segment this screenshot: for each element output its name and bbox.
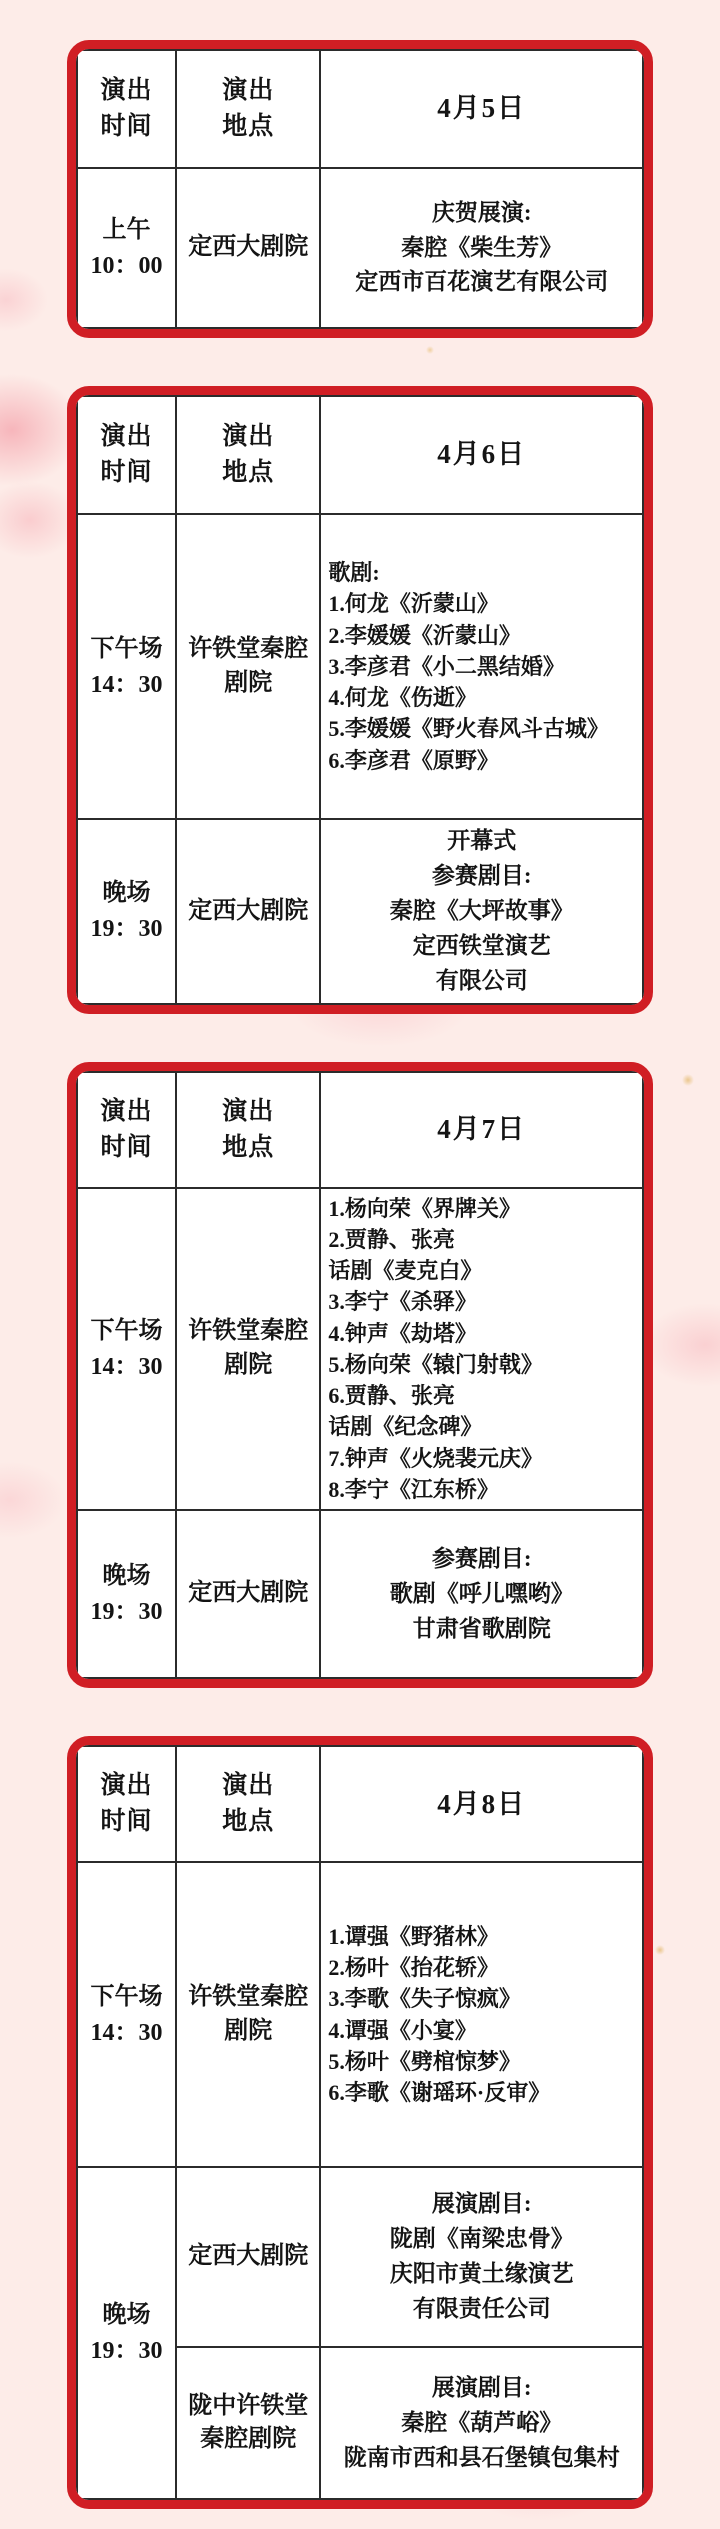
time-cell: [77, 1188, 176, 1510]
time-cell-line: 14：30: [90, 671, 163, 698]
col-header-time-line: 时间: [100, 1808, 153, 1836]
schedule-tables: [0, 40, 720, 2509]
program-cell-line: 参赛剧目:: [431, 862, 532, 888]
program-cell: [320, 168, 643, 328]
time-cell-line: 10：00: [90, 253, 163, 279]
col-header-time-line: 演出: [100, 1771, 153, 1799]
program-cell-line: 4.钟声《劫塔》: [328, 1320, 477, 1346]
venue-cell-line: 定西大剧院: [188, 2243, 309, 2270]
time-cell: [77, 168, 176, 328]
schedule-row: [77, 1188, 643, 1510]
program-cell: [320, 514, 643, 819]
program-cell-line: 2.杨叶《抬花轿》: [328, 1955, 499, 1981]
program-cell-line: 秦腔《葫芦峪》: [401, 2409, 563, 2435]
program-cell: [320, 1510, 643, 1678]
time-cell-line: 19：30: [90, 2338, 163, 2365]
program-cell-line: 2.贾静、张亮: [328, 1227, 455, 1252]
venue-cell-line: 许铁堂秦腔: [188, 1318, 309, 1345]
schedule-table: [76, 1745, 644, 2500]
program-cell-line: 庆阳市黄土缘演艺: [389, 2261, 574, 2287]
schedule-row: [77, 168, 643, 328]
time-cell: [77, 819, 176, 1004]
program-cell-line: 话剧《纪念碑》: [328, 1414, 483, 1440]
venue-cell-line: 许铁堂秦腔: [188, 635, 309, 662]
time-cell-line: 14：30: [90, 1353, 163, 1380]
program-cell-line: 6.贾静、张亮: [328, 1383, 455, 1409]
program-cell-line: 展演剧目:: [431, 2191, 532, 2217]
venue-cell-line: 剧院: [224, 2017, 273, 2044]
date-header-line: 4月6日: [437, 439, 527, 470]
program-cell-line: 有限责任公司: [412, 2296, 551, 2322]
venue-cell-line: 定西大剧院: [188, 234, 309, 261]
col-header-time: [77, 1072, 176, 1188]
program-cell-line: 定西铁堂演艺: [412, 932, 551, 958]
schedule-table: [76, 1071, 644, 1679]
time-cell-line: 下午场: [90, 1983, 163, 2010]
program-cell-line: 庆贺展演:: [431, 199, 532, 225]
date-header: [320, 1072, 643, 1188]
col-header-venue: [176, 50, 320, 168]
col-header-venue: [176, 1746, 320, 1862]
date-header: [320, 1746, 643, 1862]
header-row: [77, 1072, 643, 1188]
program-cell-line: 3.李歌《失子惊疯》: [328, 1986, 521, 2012]
col-header-time-line: 演出: [100, 76, 153, 104]
time-cell-line: 19：30: [90, 1599, 163, 1626]
program-cell-line: 6.李彦君《原野》: [328, 747, 499, 773]
col-header-venue-line: 演出: [222, 422, 275, 450]
program-cell-line: 4.谭强《小宴》: [328, 2017, 477, 2043]
time-cell-line: 晚场: [102, 880, 151, 907]
program-cell-line: 1.何龙《沂蒙山》: [328, 591, 499, 617]
date-header-line: 4月5日: [437, 93, 527, 124]
venue-cell: [176, 514, 320, 819]
venue-cell-line: 秦腔剧院: [200, 2426, 297, 2453]
program-cell-line: 3.李彦君《小二黑结婚》: [328, 653, 565, 679]
venue-cell-line: 剧院: [224, 1351, 273, 1378]
col-header-time-line: 时间: [100, 459, 153, 486]
program-cell-line: 话剧《麦克白》: [328, 1258, 483, 1284]
program-cell-line: 1.杨向荣《界牌关》: [328, 1195, 521, 1221]
col-header-venue-line: 地点: [222, 1133, 275, 1161]
col-header-venue-line: 演出: [222, 1771, 275, 1799]
col-header-time-line: 演出: [100, 1097, 153, 1125]
program-cell-line: 7.钟声《火烧裴元庆》: [328, 1445, 543, 1471]
schedule-row: [77, 2167, 643, 2347]
program-cell-line: 秦腔《柴生芳》: [401, 234, 563, 260]
col-header-time-line: 演出: [100, 422, 153, 450]
date-header: [320, 50, 643, 168]
program-cell-line: 歌剧《呼儿嘿哟》: [389, 1580, 574, 1606]
col-header-venue-line: 地点: [222, 459, 275, 486]
program-cell-line: 秦腔《大坪故事》: [389, 897, 574, 923]
program-cell-line: 有限公司: [435, 967, 528, 993]
program-cell: [320, 819, 643, 1004]
program-cell-line: 陇南市西和县石堡镇包集村: [343, 2444, 620, 2470]
venue-cell-line: 剧院: [224, 669, 273, 696]
venue-cell-line: 定西大剧院: [188, 1580, 309, 1607]
venue-cell: [176, 1510, 320, 1678]
time-cell-line: 14：30: [90, 2019, 163, 2046]
program-cell-line: 5.杨向荣《辕门射戟》: [328, 1351, 543, 1377]
program-cell: [320, 1862, 643, 2167]
program-cell-line: 5.杨叶《劈棺惊梦》: [328, 2048, 521, 2074]
time-cell-line: 下午场: [90, 1317, 163, 1344]
venue-cell-line: 陇中许铁堂: [188, 2392, 309, 2419]
program-cell: [320, 2167, 643, 2347]
program-cell: [320, 2347, 643, 2499]
program-cell-line: 3.李宁《杀驿》: [328, 1289, 477, 1315]
date-header: [320, 396, 643, 514]
schedule-card-4: [67, 1736, 653, 2509]
program-cell-line: 6.李歌《谢瑶环·反审》: [328, 2080, 551, 2106]
time-cell-line: 下午场: [90, 635, 163, 662]
time-cell: [77, 1862, 176, 2167]
col-header-venue-line: 演出: [222, 76, 275, 104]
venue-cell: [176, 168, 320, 328]
venue-cell: [176, 2347, 320, 2499]
schedule-table: [76, 49, 644, 329]
schedule-card-3: [67, 1062, 653, 1688]
col-header-venue-line: 演出: [222, 1097, 275, 1125]
col-header-venue-line: 地点: [222, 113, 275, 140]
program-cell-line: 甘肃省歌剧院: [412, 1615, 551, 1641]
schedule-row: [77, 1510, 643, 1678]
program-cell-line: 4.何龙《伤逝》: [328, 685, 477, 711]
time-cell: [77, 1510, 176, 1678]
header-row: [77, 50, 643, 168]
header-row: [77, 396, 643, 514]
program-cell-line: 2.李媛媛《沂蒙山》: [328, 622, 521, 648]
schedule-card-2: [67, 386, 653, 1014]
time-cell-line: 晚场: [102, 2302, 151, 2329]
program-cell-line: 8.李宁《江东桥》: [328, 1476, 499, 1502]
time-cell: [77, 2167, 176, 2499]
program-cell-line: 1.谭强《野猪林》: [328, 1923, 499, 1949]
program-cell-line: 定西市百花演艺有限公司: [355, 269, 609, 295]
col-header-time: [77, 50, 176, 168]
time-cell-line: 19：30: [90, 916, 163, 943]
program-cell-line: 陇剧《南梁忠骨》: [389, 2226, 574, 2252]
program-cell-line: 5.李媛媛《野火春风斗古城》: [328, 716, 609, 742]
time-cell-line: 上午: [102, 217, 151, 243]
header-row: [77, 1746, 643, 1862]
col-header-venue: [176, 1072, 320, 1188]
schedule-row: [77, 1862, 643, 2167]
col-header-time: [77, 396, 176, 514]
program-cell-line: 展演剧目:: [431, 2374, 532, 2400]
venue-cell-line: 许铁堂秦腔: [188, 1984, 309, 2011]
program-cell-line: 开幕式: [447, 828, 517, 853]
col-header-time-line: 时间: [100, 1133, 153, 1161]
program-cell-line: 歌剧:: [328, 560, 380, 586]
venue-cell: [176, 2167, 320, 2347]
schedule-row: [77, 514, 643, 819]
program-cell-line: 参赛剧目:: [431, 1545, 532, 1571]
venue-cell-line: 定西大剧院: [188, 897, 309, 924]
col-header-venue-line: 地点: [222, 1808, 275, 1836]
col-header-time: [77, 1746, 176, 1862]
time-cell-line: 晚场: [102, 1563, 151, 1590]
col-header-venue: [176, 396, 320, 514]
schedule-card-1: [67, 40, 653, 338]
venue-cell: [176, 1188, 320, 1510]
schedule-row: [77, 819, 643, 1004]
date-header-line: 4月8日: [437, 1788, 527, 1819]
col-header-time-line: 时间: [100, 113, 153, 140]
schedule-table: [76, 395, 644, 1005]
venue-cell: [176, 819, 320, 1004]
venue-cell: [176, 1862, 320, 2167]
time-cell: [77, 514, 176, 819]
program-cell: [320, 1188, 643, 1510]
date-header-line: 4月7日: [437, 1114, 527, 1145]
